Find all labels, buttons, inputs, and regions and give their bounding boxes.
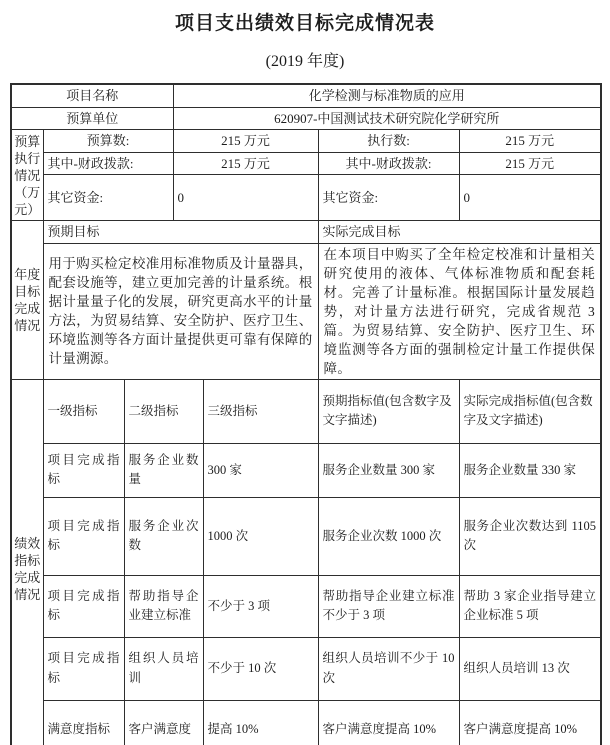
budget-amount-value: 215 万元 <box>173 130 318 153</box>
budget-other-label: 其它资金: <box>43 175 173 221</box>
expected-value-cell: 服务企业数量 300 家 <box>318 443 459 497</box>
level2-cell: 帮助指导企业建立标准 <box>124 575 203 637</box>
budget-unit-label: 预算单位 <box>11 107 173 130</box>
expected-value-cell: 服务企业次数 1000 次 <box>318 497 459 575</box>
level3-cell: 不少于 3 项 <box>203 575 318 637</box>
page-subtitle: (2019 年度) <box>265 53 345 70</box>
level1-cell: 项目完成指标 <box>43 575 124 637</box>
level2-cell: 服务企业次数 <box>124 497 203 575</box>
actual-value-cell: 服务企业数量 330 家 <box>459 443 601 497</box>
budget-row-2 <box>11 152 601 175</box>
level3-cell: 不少于 10 次 <box>203 637 318 700</box>
execution-fiscal-value: 215 万元 <box>459 152 601 175</box>
budget-amount-label: 预算数: <box>43 130 173 153</box>
budget-other-value: 0 <box>173 175 318 221</box>
budget-fiscal-value: 215 万元 <box>173 152 318 175</box>
page-title: 项目支出绩效目标完成情况表 <box>174 13 435 34</box>
execution-other-label: 其它资金: <box>318 175 459 221</box>
actual-goal-text: 在本项目中购买了全年检定校准和计量相关研究使用的液体、气体标准物质和配套耗材。完善了计量标准。根据国际计量发展趋势，对计量方法进行研究，完成省规范 3 篇。为贸易结算、安全防护、医疗卫生、环境监测等各方面的强制检定计量工作提供保障。 <box>318 243 601 379</box>
header-level2: 二级指标 <box>124 379 203 443</box>
expected-value-cell: 组织人员培训不少于 10 次 <box>318 637 459 700</box>
execution-amount-value: 215 万元 <box>459 130 601 153</box>
expected-value-cell: 帮助指导企业建立标准不少于 3 项 <box>318 575 459 637</box>
header-level1: 一级指标 <box>43 379 124 443</box>
level1-cell: 项目完成指标 <box>43 443 124 497</box>
indicator-row-1 <box>11 443 601 497</box>
indicator-row-2 <box>11 497 601 575</box>
budget-section-label: 预算执行情况（万元） <box>11 130 43 221</box>
level3-cell: 提高 10% <box>203 700 318 745</box>
actual-value-cell: 客户满意度提高 10% <box>459 700 601 745</box>
actual-value-cell: 组织人员培训 13 次 <box>459 637 601 700</box>
level1-cell: 项目完成指标 <box>43 637 124 700</box>
header-expected-value: 预期指标值(包含数字及文字描述) <box>318 379 459 443</box>
level2-cell: 组织人员培训 <box>124 637 203 700</box>
header-level3: 三级指标 <box>203 379 318 443</box>
level3-cell: 1000 次 <box>203 497 318 575</box>
actual-value-cell: 帮助 3 家企业指导建立企业标准 5 项 <box>459 575 601 637</box>
project-name-row <box>11 84 601 107</box>
annual-goal-section-label: 年度目标完成情况 <box>11 221 43 380</box>
level1-cell: 项目完成指标 <box>43 497 124 575</box>
indicator-row-4 <box>11 637 601 700</box>
execution-amount-label: 执行数: <box>318 130 459 153</box>
actual-value-cell: 服务企业次数达到 1105 次 <box>459 497 601 575</box>
expected-goal-text: 用于购买检定校准用标准物质及计量器具，配套设施等，建立更加完善的计量系统。根据计量量子化的发展，研究更高水平的计量方法，为贸易结算、安全防护、医疗卫生、环境监测等各方面计量提供更可靠有保障的计量溯源。 <box>43 243 318 379</box>
level2-cell: 客户满意度 <box>124 700 203 745</box>
budget-fiscal-label: 其中-财政拨款: <box>43 152 173 175</box>
performance-table <box>10 83 602 745</box>
level1-cell: 满意度指标 <box>43 700 124 745</box>
indicators-section-label: 绩效指标完成情况 <box>11 379 43 745</box>
indicator-row-3 <box>11 575 601 637</box>
actual-goal-header: 实际完成目标 <box>318 221 601 244</box>
execution-fiscal-label: 其中-财政拨款: <box>318 152 459 175</box>
project-name-label: 项目名称 <box>11 84 173 107</box>
header-actual-value: 实际完成指标值(包含数字及文字描述) <box>459 379 601 443</box>
budget-row-3 <box>11 175 601 221</box>
indicator-row-5 <box>11 700 601 745</box>
goal-header-row <box>11 221 601 244</box>
budget-row-1 <box>11 130 601 153</box>
budget-unit-value: 620907-中国测试技术研究院化学研究所 <box>173 107 601 130</box>
expected-goal-header: 预期目标 <box>43 221 318 244</box>
execution-other-value: 0 <box>459 175 601 221</box>
expected-value-cell: 客户满意度提高 10% <box>318 700 459 745</box>
project-name-value: 化学检测与标准物质的应用 <box>173 84 601 107</box>
indicator-header-row <box>11 379 601 443</box>
level2-cell: 服务企业数量 <box>124 443 203 497</box>
goal-text-row <box>11 243 601 379</box>
level3-cell: 300 家 <box>203 443 318 497</box>
budget-unit-row <box>11 107 601 130</box>
